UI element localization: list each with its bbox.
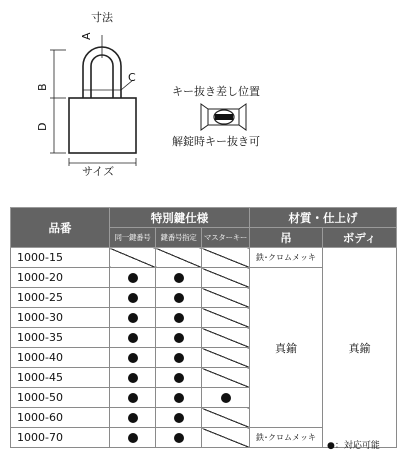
available-mark: [156, 328, 202, 348]
filled-circle-icon: [128, 333, 138, 343]
filled-circle-icon: [128, 293, 138, 303]
label-d: D: [36, 122, 49, 131]
filled-circle-icon: [174, 393, 184, 403]
available-mark: [110, 288, 156, 308]
header-material: 材質・仕上げ: [250, 208, 397, 228]
available-mark: [156, 388, 202, 408]
filled-circle-icon: [128, 393, 138, 403]
body-material: 真鍮: [323, 248, 397, 448]
available-mark: [110, 388, 156, 408]
not-available-cell: [202, 288, 250, 308]
available-mark: [156, 428, 202, 448]
part-number-cell: 1000-70: [11, 428, 110, 448]
available-mark: [110, 308, 156, 328]
filled-circle-icon: [174, 433, 184, 443]
filled-circle-icon: [174, 373, 184, 383]
subheader-master-key: マスターキー: [202, 228, 250, 248]
filled-circle-icon: [128, 413, 138, 423]
filled-circle-icon: [174, 333, 184, 343]
not-available-cell: [202, 368, 250, 388]
shackle-material-top: 鉄･クロムメッキ: [250, 248, 323, 268]
part-number-cell: 1000-40: [11, 348, 110, 368]
subheader-same-key-number: 同一鍵番号: [110, 228, 156, 248]
filled-circle-icon: [174, 413, 184, 423]
key-insert-position-label: キー抜き差し位置: [172, 85, 260, 98]
filled-circle-icon: [174, 293, 184, 303]
available-mark: [110, 348, 156, 368]
part-number-cell: 1000-20: [11, 268, 110, 288]
header-special-key: 特別鍵仕様: [110, 208, 250, 228]
available-mark: [156, 408, 202, 428]
subheader-body: ボディ: [323, 228, 397, 248]
not-available-cell: [156, 248, 202, 268]
filled-circle-icon: [174, 273, 184, 283]
available-mark: [202, 388, 250, 408]
spec-table: [10, 207, 397, 448]
unlock-key-removable-label: 解錠時キー抜き可: [172, 135, 260, 148]
not-available-cell: [202, 248, 250, 268]
footnote-available: ●：対応可能: [327, 441, 380, 451]
not-available-cell: [202, 328, 250, 348]
available-mark: [156, 308, 202, 328]
subheader-key-number-specified: 鍵番号指定: [156, 228, 202, 248]
header-part-number: 品番: [11, 208, 110, 248]
filled-circle-icon: [174, 313, 184, 323]
available-mark: [110, 408, 156, 428]
shackle-material-middle: 真鍮: [250, 268, 323, 428]
available-mark: [110, 328, 156, 348]
filled-circle-icon: [128, 273, 138, 283]
available-mark: [156, 368, 202, 388]
available-mark: [110, 268, 156, 288]
label-b: B: [36, 83, 49, 91]
dimensions-title: 寸法: [91, 11, 113, 24]
not-available-cell: [110, 248, 156, 268]
label-c: C: [128, 71, 136, 84]
not-available-cell: [202, 428, 250, 448]
part-number-cell: 1000-15: [11, 248, 110, 268]
filled-circle-icon: [128, 353, 138, 363]
filled-circle-icon: [221, 393, 231, 403]
label-a: A: [80, 32, 93, 40]
available-mark: [156, 288, 202, 308]
filled-circle-icon: [174, 353, 184, 363]
not-available-cell: [202, 308, 250, 328]
filled-circle-icon: [128, 313, 138, 323]
part-number-cell: 1000-50: [11, 388, 110, 408]
part-number-cell: 1000-35: [11, 328, 110, 348]
filled-circle-icon: [128, 373, 138, 383]
available-mark: [156, 268, 202, 288]
not-available-cell: [202, 408, 250, 428]
part-number-cell: 1000-25: [11, 288, 110, 308]
part-number-cell: 1000-45: [11, 368, 110, 388]
available-mark: [156, 348, 202, 368]
label-size: サイズ: [82, 165, 115, 178]
shackle-material-bottom: 鉄･クロムメッキ: [250, 428, 323, 448]
available-mark: [110, 368, 156, 388]
part-number-cell: 1000-30: [11, 308, 110, 328]
not-available-cell: [202, 268, 250, 288]
subheader-shackle: 吊: [250, 228, 323, 248]
part-number-cell: 1000-60: [11, 408, 110, 428]
not-available-cell: [202, 348, 250, 368]
available-mark: [110, 428, 156, 448]
filled-circle-icon: [128, 433, 138, 443]
table-row: [11, 248, 397, 268]
